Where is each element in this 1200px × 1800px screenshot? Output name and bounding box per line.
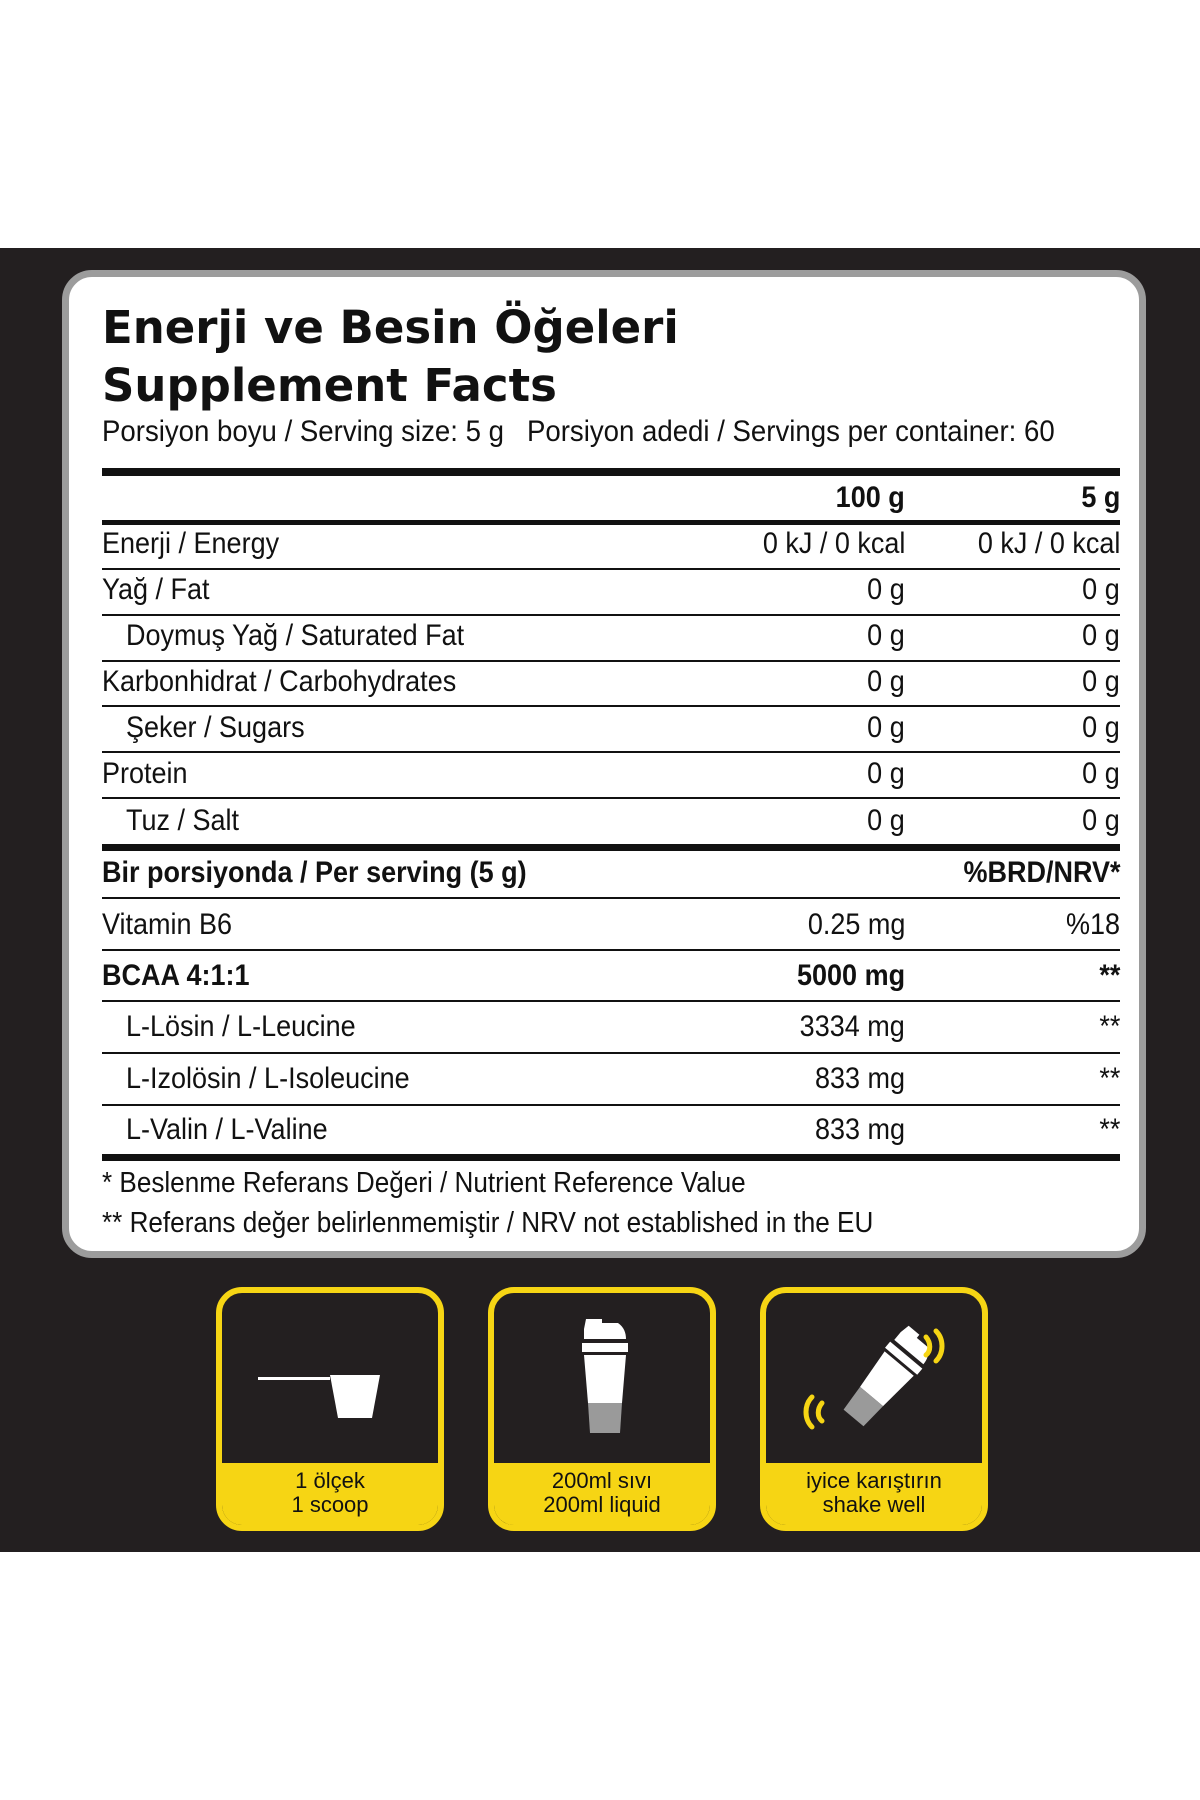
nrv-value: ** xyxy=(1098,1010,1120,1043)
instruction-tile-scoop xyxy=(216,1287,444,1531)
footnote-not-established: ** Referans değer belirlenmemiştir / NRV not established in the EU xyxy=(102,1207,874,1239)
row-divider xyxy=(102,1052,1120,1054)
row-label: Tuz / Salt xyxy=(126,804,240,837)
row-divider xyxy=(102,949,1120,951)
caption-line-en: 200ml liquid xyxy=(543,1492,661,1517)
amount-per-serving: 833 mg xyxy=(814,1113,905,1146)
per-serving-heading: Bir porsiyonda / Per serving (5 g) xyxy=(102,856,527,889)
shake-well-icon xyxy=(766,1293,982,1463)
nrv-value: ** xyxy=(1098,959,1120,992)
section-divider xyxy=(102,844,1120,851)
value-per-100g: 0 kJ / 0 kcal xyxy=(762,527,905,560)
amount-per-serving: 5000 mg xyxy=(796,959,905,992)
column-header-5g: 5 g xyxy=(1080,481,1120,514)
scoop-icon xyxy=(222,1293,438,1463)
serving-info: Porsiyon boyu / Serving size: 5 g Porsiyon adedi / Servings per container: 60 xyxy=(102,415,1055,448)
amount-per-serving: 3334 mg xyxy=(799,1010,905,1043)
instruction-caption xyxy=(222,1463,438,1525)
top-divider xyxy=(102,468,1120,476)
value-per-100g: 0 g xyxy=(867,804,905,837)
row-divider xyxy=(102,660,1120,662)
caption-line-tr: 1 ölçek xyxy=(295,1468,365,1493)
panel-title-english: Supplement Facts xyxy=(102,359,557,412)
supplement-facts-panel xyxy=(62,270,1146,1258)
value-per-serving: 0 g xyxy=(1082,665,1120,698)
amount-per-serving: 833 mg xyxy=(814,1062,905,1095)
shaker-bottle-icon xyxy=(494,1293,710,1463)
value-per-100g: 0 g xyxy=(867,573,905,606)
value-per-100g: 0 g xyxy=(867,711,905,744)
value-per-serving: 0 g xyxy=(1082,711,1120,744)
instruction-tile-liquid xyxy=(488,1287,716,1531)
row-label: L-Izolösin / L-Isoleucine xyxy=(126,1062,410,1095)
amount-per-serving: 0.25 mg xyxy=(807,908,905,941)
row-divider xyxy=(102,1104,1120,1106)
nrv-value: ** xyxy=(1098,1062,1120,1095)
value-per-serving: 0 g xyxy=(1082,573,1120,606)
bottom-divider xyxy=(102,1154,1120,1161)
row-label: L-Valin / L-Valine xyxy=(126,1113,328,1146)
footnote-nrv: * Beslenme Referans Değeri / Nutrient Reference Value xyxy=(102,1167,746,1199)
row-divider xyxy=(102,897,1120,899)
caption-line-tr: iyice karıştırın xyxy=(806,1468,942,1493)
value-per-serving: 0 g xyxy=(1082,619,1120,652)
row-label: Vitamin B6 xyxy=(102,908,233,941)
row-label: Karbonhidrat / Carbohydrates xyxy=(102,665,457,698)
row-divider xyxy=(102,614,1120,616)
value-per-serving: 0 g xyxy=(1082,757,1120,790)
row-label: Doymuş Yağ / Saturated Fat xyxy=(126,619,465,652)
caption-line-en: 1 scoop xyxy=(291,1492,369,1517)
nrv-value: ** xyxy=(1098,1113,1120,1146)
row-divider xyxy=(102,797,1120,799)
nrv-heading: %BRD/NRV* xyxy=(962,856,1120,889)
instruction-caption xyxy=(494,1463,710,1525)
caption-line-tr: 200ml sıvı xyxy=(551,1468,653,1493)
value-per-100g: 0 g xyxy=(867,619,905,652)
row-label: Şeker / Sugars xyxy=(126,711,305,744)
row-label: Yağ / Fat xyxy=(102,573,210,606)
row-divider xyxy=(102,705,1120,707)
row-divider xyxy=(102,568,1120,570)
column-header-100g: 100 g xyxy=(835,481,905,514)
value-per-100g: 0 g xyxy=(867,665,905,698)
value-per-serving: 0 g xyxy=(1082,804,1120,837)
nrv-value: %18 xyxy=(1065,908,1120,941)
caption-line-en: shake well xyxy=(822,1492,926,1517)
row-label: Enerji / Energy xyxy=(102,527,280,560)
instruction-tile-shake xyxy=(760,1287,988,1531)
row-label: BCAA 4:1:1 xyxy=(102,959,250,992)
value-per-serving: 0 kJ / 0 kcal xyxy=(977,527,1120,560)
row-label: Protein xyxy=(102,757,188,790)
value-per-100g: 0 g xyxy=(867,757,905,790)
panel-title-turkish: Enerji ve Besin Öğeleri xyxy=(102,301,679,354)
row-label: L-Lösin / L-Leucine xyxy=(126,1010,356,1043)
instruction-caption xyxy=(766,1463,982,1525)
header-divider xyxy=(102,520,1120,525)
row-divider xyxy=(102,751,1120,753)
row-divider xyxy=(102,1000,1120,1002)
